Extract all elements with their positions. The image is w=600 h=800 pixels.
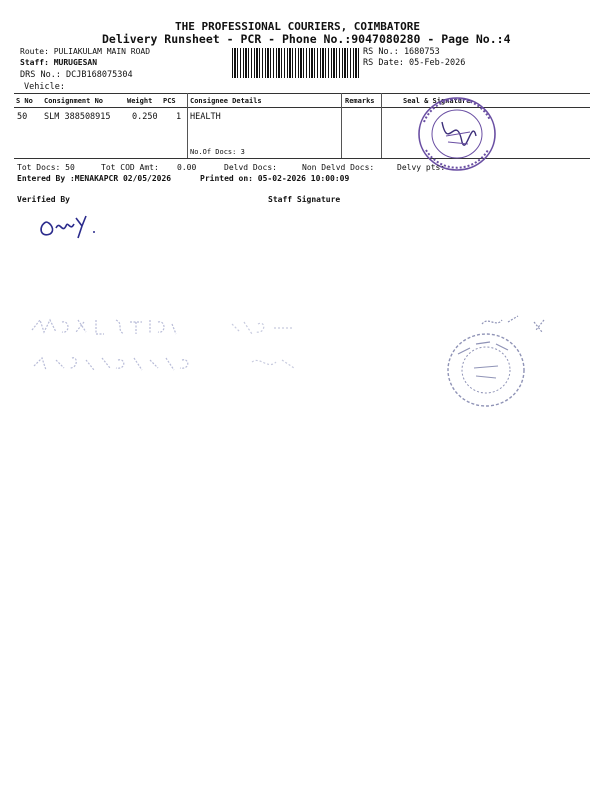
staff-signature-label: Staff Signature <box>268 195 341 204</box>
col-divider <box>381 93 382 159</box>
rs-date-text: RS Date: 05-Feb-2026 <box>363 58 466 68</box>
delvy-pts: Delvy pts: <box>397 163 446 172</box>
tot-cod-label: Tot COD Amt: <box>101 163 159 172</box>
col-sno: S No <box>16 97 33 105</box>
table-header-rule <box>14 107 590 108</box>
row-consignee: HEALTH <box>190 112 221 122</box>
printed-on: Printed on: 05-02-2026 10:00:09 <box>200 174 350 183</box>
row-consignment: SLM 388508915 <box>44 112 111 122</box>
col-weight: Weight <box>127 97 153 105</box>
table-bottom-rule <box>14 158 590 159</box>
col-pcs: PCS <box>163 97 176 105</box>
faded-stamp-icon <box>438 308 558 412</box>
runsheet-title: Delivery Runsheet - PCR - Phone No.:9047080280 - Page No.:4 <box>102 32 511 46</box>
rs-no-text: RS No.: 1680753 <box>363 47 440 57</box>
staff-text: Staff: MURUGESAN <box>20 58 98 67</box>
col-consignment: Consignment No <box>44 97 104 105</box>
col-seal: Seal & Signature <box>403 97 471 105</box>
barcode <box>232 48 360 78</box>
col-remarks: Remarks <box>345 97 375 105</box>
route-text: Route: PULIAKULAM MAIN ROAD <box>20 47 151 56</box>
row-sno: 50 <box>17 112 28 122</box>
row-docs: No.Of Docs: 3 <box>190 148 245 156</box>
verified-signature-icon <box>36 208 106 242</box>
drs-text: DRS No.: DCJB168075304 <box>20 70 133 80</box>
col-consignee: Consignee Details <box>190 97 262 105</box>
vehicle-text: Vehicle: <box>24 82 65 92</box>
verified-by: Verified By <box>17 195 70 204</box>
entered-by: Entered By :MENAKAPCR 02/05/2026 <box>17 174 172 183</box>
tot-docs: Tot Docs: 50 <box>17 163 75 172</box>
table-top-rule <box>14 93 590 94</box>
col-divider <box>341 93 342 159</box>
col-divider <box>187 93 188 159</box>
non-delvd-docs: Non Delvd Docs: <box>302 163 375 172</box>
company-title: THE PROFESSIONAL COURIERS, COIMBATORE <box>175 20 421 33</box>
faded-marking-icon <box>26 310 306 380</box>
delvd-docs: Delvd Docs: <box>224 163 277 172</box>
tot-cod-value: 0.00 <box>177 163 197 172</box>
row-pcs: 1 <box>176 112 182 122</box>
row-weight: 0.250 <box>132 112 158 122</box>
